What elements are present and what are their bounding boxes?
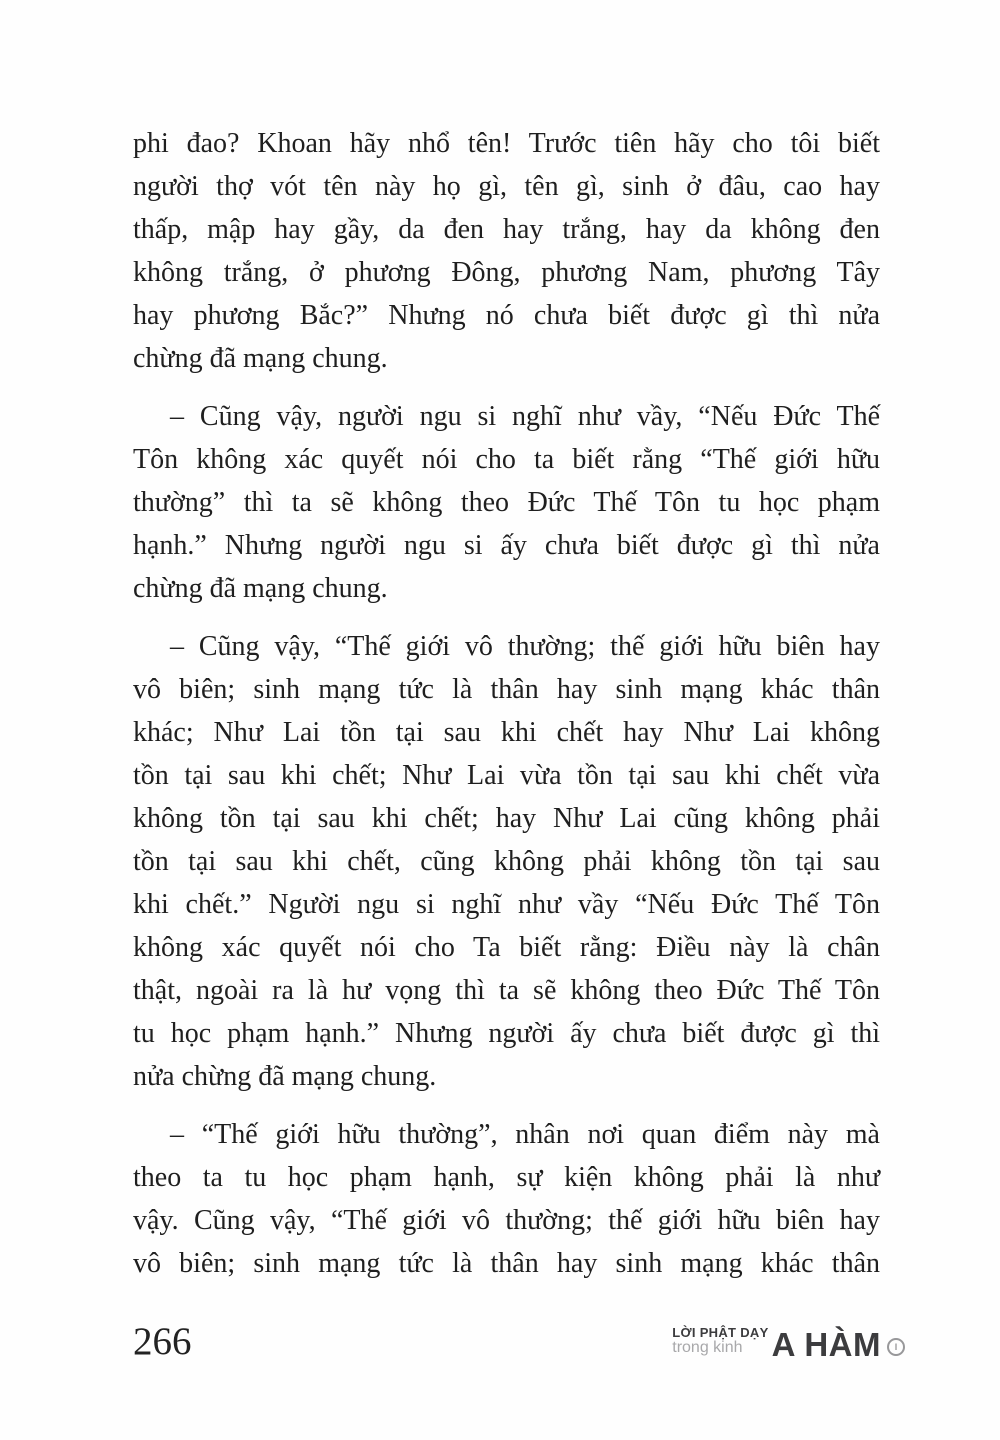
text-line: người thợ vót tên này họ gì, tên gì, sinh ở đâu, cao hay bbox=[133, 171, 880, 202]
text-line: thấp, mập hay gầy, da đen hay trắng, hay da không đen bbox=[133, 214, 880, 245]
text-line: vô biên; sinh mạng tức là thân hay sinh mạng khác thân bbox=[133, 674, 880, 705]
text-line: vô biên; sinh mạng tức là thân hay sinh mạng khác thân bbox=[133, 1248, 880, 1279]
text-line: hạnh.” Nhưng người ngu si ấy chưa biết được gì thì nửa bbox=[133, 530, 880, 561]
text-line: thường” thì ta sẽ không theo Đức Thế Tôn tu học phạm bbox=[133, 487, 880, 518]
text-line: khi chết.” Người ngu si nghĩ như vầy “Nếu Đức Thế Tôn bbox=[133, 889, 880, 920]
text-block bbox=[133, 122, 880, 1300]
footer-logo-series-line2: trong kinh bbox=[672, 1339, 743, 1356]
text-line: chừng đã mạng chung. bbox=[133, 343, 388, 374]
volume-one-badge-icon: I bbox=[887, 1338, 905, 1356]
footer-logo bbox=[672, 1325, 905, 1363]
paragraph bbox=[133, 625, 880, 1098]
text-line: theo ta tu học phạm hạnh, sự kiện không phải là như bbox=[133, 1162, 880, 1193]
text-line: nửa chừng đã mạng chung. bbox=[133, 1061, 437, 1092]
paragraph bbox=[133, 122, 880, 380]
text-line: hay phương Bắc?” Nhưng nó chưa biết được gì thì nửa bbox=[133, 300, 880, 331]
text-line: tồn tại sau khi chết; Như Lai vừa tồn tại sau khi chết vừa bbox=[133, 760, 880, 791]
text-line: không tồn tại sau khi chết; hay Như Lai cũng không phải bbox=[133, 803, 880, 834]
paragraph bbox=[133, 395, 880, 610]
footer-logo-title: A HÀM bbox=[771, 1326, 881, 1363]
paragraph bbox=[133, 1113, 880, 1285]
text-line: – Cũng vậy, người ngu si nghĩ như vầy, “Nếu Đức Thế bbox=[170, 401, 880, 432]
text-line: – Cũng vậy, “Thế giới vô thường; thế giới hữu biên hay bbox=[170, 631, 880, 662]
footer-logo-series-line1: LỜI PHẬT DẠY bbox=[672, 1325, 769, 1340]
text-line: Tôn không xác quyết nói cho ta biết rằng “Thế giới hữu bbox=[133, 444, 880, 475]
text-line: vậy. Cũng vậy, “Thế giới vô thường; thế giới hữu biên hay bbox=[133, 1205, 880, 1236]
text-line: tồn tại sau khi chết, cũng không phải không tồn tại sau bbox=[133, 846, 880, 877]
text-line: tu học phạm hạnh.” Nhưng người ấy chưa biết được gì thì bbox=[133, 1018, 880, 1049]
text-line: – “Thế giới hữu thường”, nhân nơi quan điểm này mà bbox=[170, 1119, 880, 1150]
footer-logo-stack bbox=[672, 1326, 768, 1356]
text-line: khác; Như Lai tồn tại sau khi chết hay Như Lai không bbox=[133, 717, 880, 748]
text-line: chừng đã mạng chung. bbox=[133, 573, 388, 604]
text-line: không xác quyết nói cho Ta biết rằng: Điều này là chân bbox=[133, 932, 880, 963]
text-line: thật, ngoài ra là hư vọng thì ta sẽ không theo Đức Thế Tôn bbox=[133, 975, 880, 1006]
text-line: không trắng, ở phương Đông, phương Nam, phương Tây bbox=[133, 257, 880, 288]
text-line: phi đao? Khoan hãy nhổ tên! Trước tiên hãy cho tôi biết bbox=[133, 128, 880, 159]
page-number: 266 bbox=[133, 1320, 192, 1363]
